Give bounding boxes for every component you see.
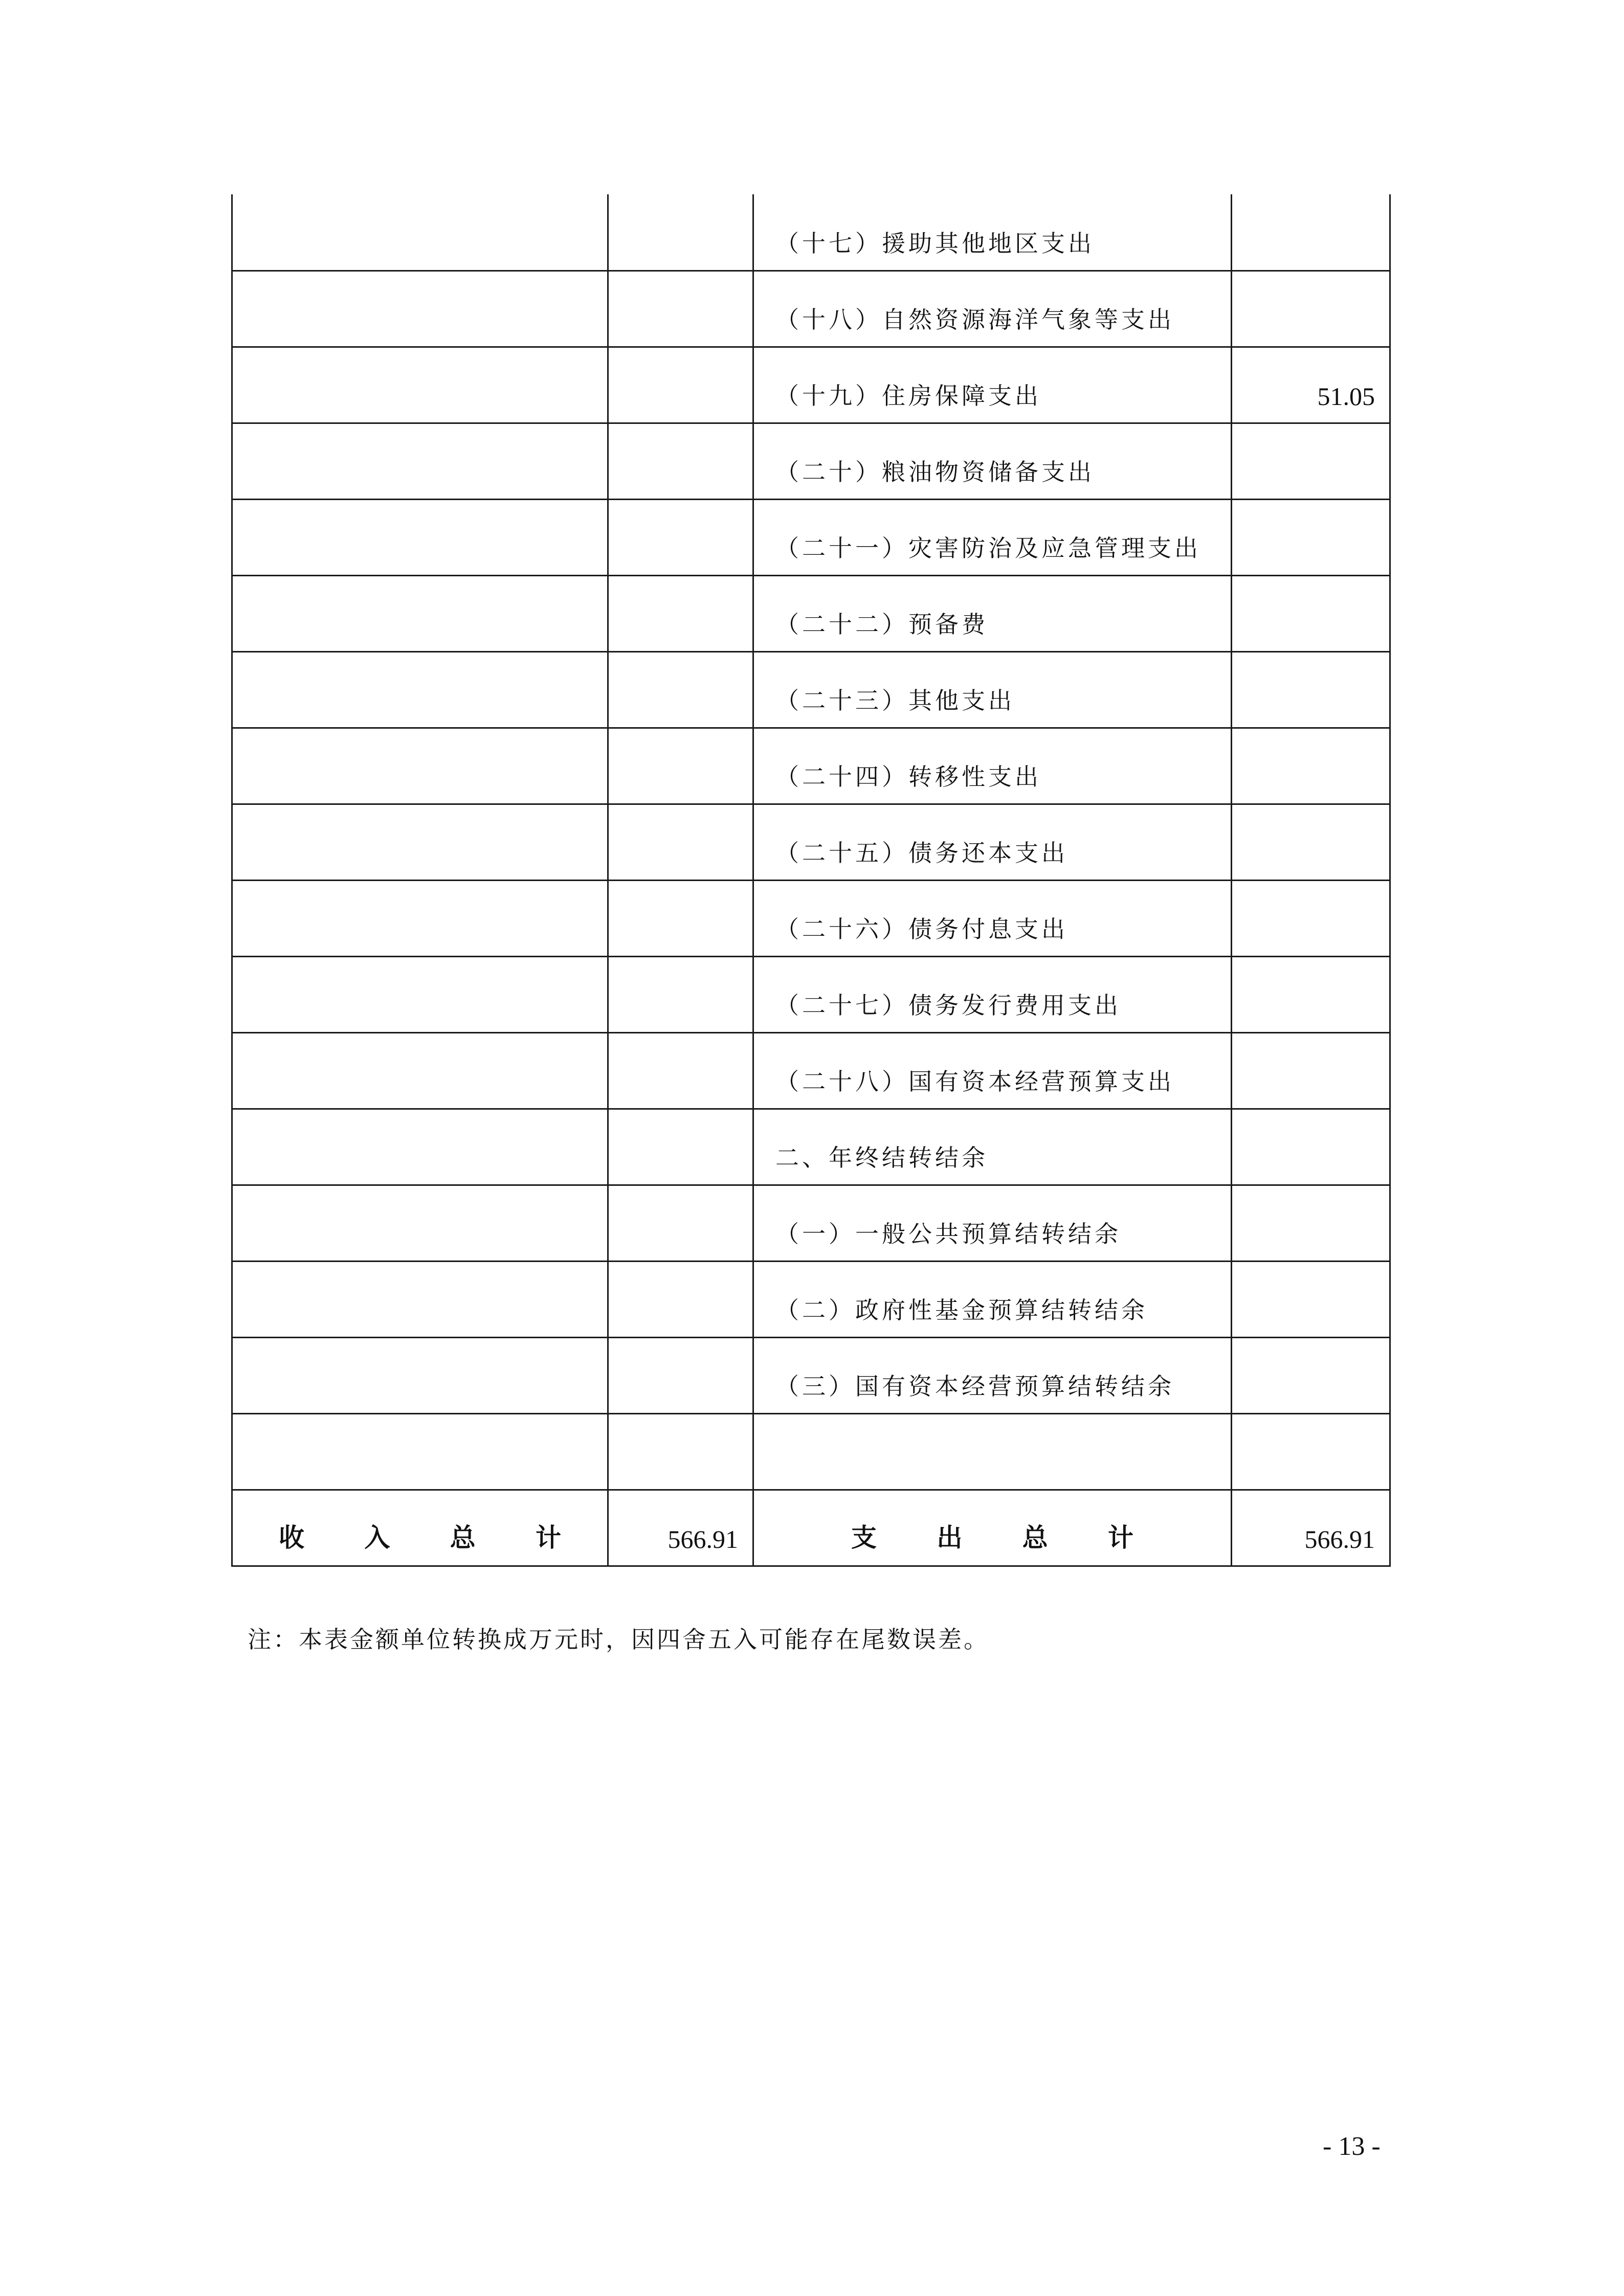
expense-amount-cell xyxy=(1232,1261,1390,1337)
income-item-cell xyxy=(232,1261,608,1337)
expense-amount-cell xyxy=(1232,575,1390,651)
income-amount-cell xyxy=(608,1413,753,1490)
income-item-cell xyxy=(232,423,608,499)
expense-item-cell xyxy=(753,1413,1232,1490)
income-amount-cell xyxy=(608,1185,753,1261)
expense-amount-cell xyxy=(1232,956,1390,1032)
table-row xyxy=(232,347,1390,423)
expense-total-label-char: 出 xyxy=(937,1522,963,1552)
expense-item-cell: （二十七）债务发行费用支出 xyxy=(753,956,1232,1032)
totals-row xyxy=(232,1490,1390,1566)
income-amount-cell xyxy=(608,651,753,728)
income-total-label xyxy=(232,1490,608,1566)
income-item-cell xyxy=(232,1109,608,1185)
budget-table-body xyxy=(232,194,1390,1566)
income-item-cell xyxy=(232,804,608,880)
income-total-label-char: 计 xyxy=(535,1522,561,1552)
income-item-cell xyxy=(232,1337,608,1413)
income-amount-cell xyxy=(608,956,753,1032)
expense-item-cell: （一）一般公共预算结转结余 xyxy=(753,1185,1232,1261)
income-item-cell xyxy=(232,728,608,804)
table-row xyxy=(232,575,1390,651)
expense-amount-cell xyxy=(1232,1337,1390,1413)
income-total-label-char: 总 xyxy=(450,1522,476,1552)
expense-amount-cell xyxy=(1232,880,1390,956)
expense-amount-cell xyxy=(1232,194,1390,271)
income-amount-cell xyxy=(608,271,753,347)
income-amount-cell xyxy=(608,499,753,575)
expense-amount-cell xyxy=(1232,271,1390,347)
table-row xyxy=(232,804,1390,880)
income-amount-cell xyxy=(608,1337,753,1413)
income-total-label-char: 入 xyxy=(364,1522,390,1552)
income-total-amount: 566.91 xyxy=(608,1490,753,1566)
table-row xyxy=(232,1185,1390,1261)
expense-item-cell: （十九）住房保障支出 xyxy=(753,347,1232,423)
income-amount-cell xyxy=(608,423,753,499)
table-row xyxy=(232,956,1390,1032)
expense-item-cell: （十八）自然资源海洋气象等支出 xyxy=(753,271,1232,347)
income-amount-cell xyxy=(608,880,753,956)
expense-section-heading-cell: 二、年终结转结余 xyxy=(753,1109,1232,1185)
table-footnote: 注：本表金额单位转换成万元时，因四舍五入可能存在尾数误差。 xyxy=(248,1626,989,1653)
table-row xyxy=(232,1413,1390,1490)
expense-total-amount: 566.91 xyxy=(1232,1490,1390,1566)
income-item-cell xyxy=(232,956,608,1032)
expense-item-cell: （二十四）转移性支出 xyxy=(753,728,1232,804)
expense-item-cell: （二十二）预备费 xyxy=(753,575,1232,651)
table-row xyxy=(232,1261,1390,1337)
table-row xyxy=(232,499,1390,575)
table-row xyxy=(232,728,1390,804)
expense-total-label xyxy=(753,1490,1232,1566)
income-amount-cell xyxy=(608,1109,753,1185)
expense-amount-cell xyxy=(1232,1032,1390,1109)
expense-amount-cell: 51.05 xyxy=(1232,347,1390,423)
income-amount-cell xyxy=(608,728,753,804)
expense-amount-cell xyxy=(1232,1109,1390,1185)
budget-table xyxy=(231,194,1391,1567)
expense-item-cell: （十七）援助其他地区支出 xyxy=(753,194,1232,271)
expense-item-cell: （二十）粮油物资储备支出 xyxy=(753,423,1232,499)
expense-amount-cell xyxy=(1232,423,1390,499)
income-item-cell xyxy=(232,1413,608,1490)
income-item-cell xyxy=(232,347,608,423)
expense-item-cell: （二十一）灾害防治及应急管理支出 xyxy=(753,499,1232,575)
table-row xyxy=(232,1337,1390,1413)
expense-item-cell: （二十三）其他支出 xyxy=(753,651,1232,728)
income-item-cell xyxy=(232,651,608,728)
expense-amount-cell xyxy=(1232,499,1390,575)
expense-amount-cell xyxy=(1232,804,1390,880)
income-amount-cell xyxy=(608,347,753,423)
expense-item-cell: （二十六）债务付息支出 xyxy=(753,880,1232,956)
expense-amount-cell xyxy=(1232,1413,1390,1490)
income-item-cell xyxy=(232,1032,608,1109)
income-item-cell xyxy=(232,271,608,347)
expense-amount-cell xyxy=(1232,728,1390,804)
table-row xyxy=(232,423,1390,499)
income-amount-cell xyxy=(608,804,753,880)
expense-total-label-char: 总 xyxy=(1022,1522,1048,1552)
page-number: - 13 - xyxy=(1323,2132,1381,2161)
table-row xyxy=(232,1032,1390,1109)
table-row xyxy=(232,651,1390,728)
income-amount-cell xyxy=(608,575,753,651)
table-row xyxy=(232,271,1390,347)
income-amount-cell xyxy=(608,1032,753,1109)
income-item-cell xyxy=(232,1185,608,1261)
expense-total-label-char: 计 xyxy=(1107,1522,1133,1552)
table-row xyxy=(232,880,1390,956)
table-row xyxy=(232,194,1390,271)
income-item-cell xyxy=(232,575,608,651)
expense-amount-cell xyxy=(1232,651,1390,728)
income-amount-cell xyxy=(608,194,753,271)
income-item-cell xyxy=(232,194,608,271)
income-total-label-char: 收 xyxy=(279,1522,304,1552)
expense-item-cell: （二十八）国有资本经营预算支出 xyxy=(753,1032,1232,1109)
expense-item-cell: （三）国有资本经营预算结转结余 xyxy=(753,1337,1232,1413)
table-row xyxy=(232,1109,1390,1185)
income-item-cell xyxy=(232,499,608,575)
expense-amount-cell xyxy=(1232,1185,1390,1261)
expense-item-cell: （二十五）债务还本支出 xyxy=(753,804,1232,880)
income-amount-cell xyxy=(608,1261,753,1337)
expense-total-label-char: 支 xyxy=(851,1522,877,1552)
expense-item-cell: （二）政府性基金预算结转结余 xyxy=(753,1261,1232,1337)
income-item-cell xyxy=(232,880,608,956)
